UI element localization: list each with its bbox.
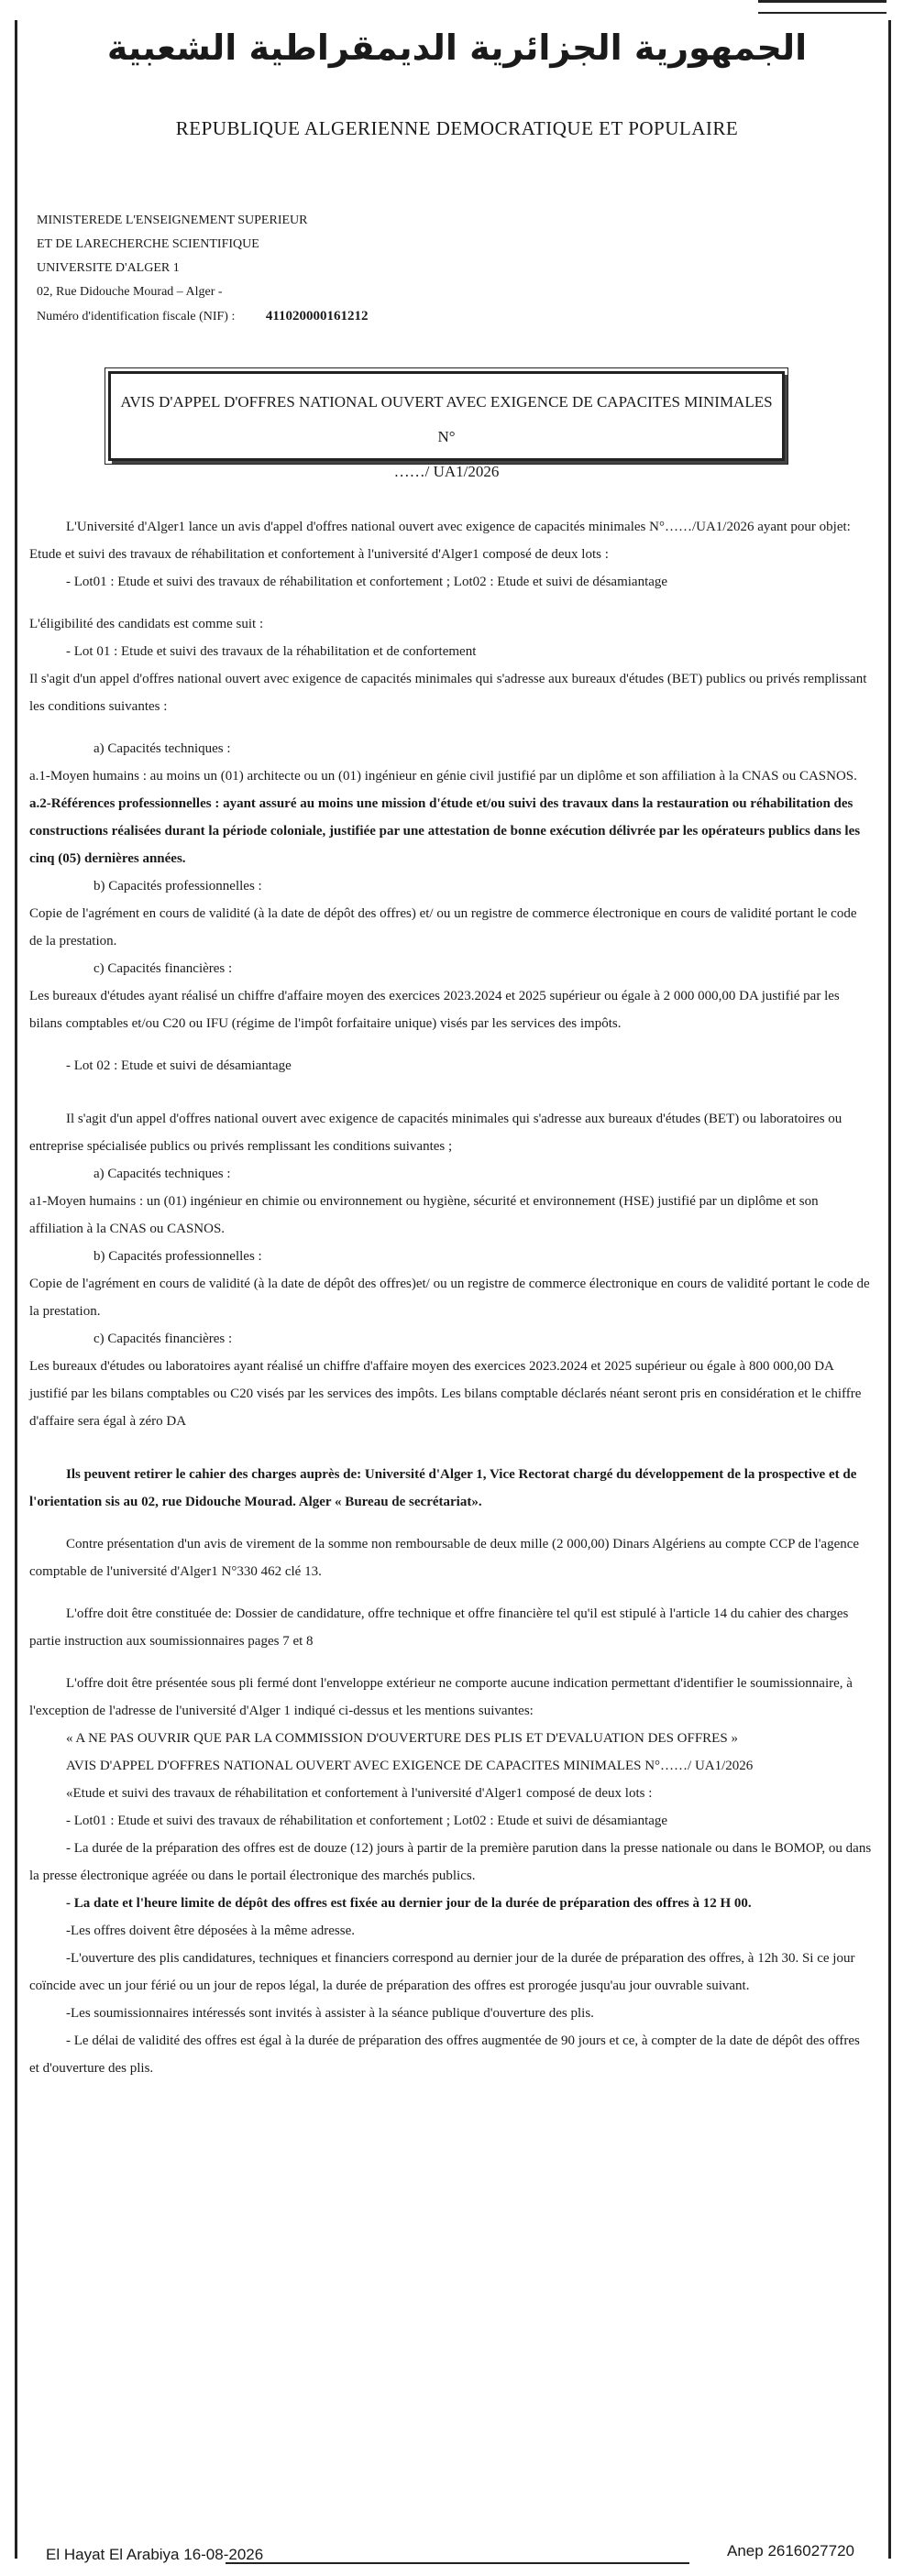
nif-value: 411020000161212: [265, 309, 369, 323]
intro-paragraph: L'Université d'Alger1 lance un avis d'appel d'offres national ouvert avec exigence de capacités minimales N°……/UA1/2026 ayant pour objet: Etude et suivi des travaux de réhabilitation et confortement à l'université d'Alger1 composé de deux lots :: [29, 520, 851, 562]
lot2-fin-heading: c) Capacités financières :: [94, 1332, 233, 1346]
lot1-fin-heading: c) Capacités financières :: [94, 961, 233, 976]
nif-line: [37, 304, 369, 329]
footer: [15, 2538, 891, 2570]
envelope-mention-2: AVIS D'APPEL D'OFFRES NATIONAL OUVERT AVEC EXIGENCE DE CAPACITES MINIMALES N°……/ UA1/2026: [66, 1759, 754, 1773]
lot1-prof-text: Copie de l'agrément en cours de validité (à la date de dépôt des offres) et/ ou un registre de commerce électronique en cours de validité portant le code de la prestation.: [29, 906, 857, 948]
deposit-paragraph: -Les offres doivent être déposées à la même adresse.: [66, 1924, 356, 1938]
invitation-paragraph: -Les soumissionnaires intéressés sont invités à assister à la séance publique d'ouverture des plis.: [66, 2006, 594, 2021]
duration-paragraph: - La durée de la préparation des offres est de douze (12) jours à partir de la première parution dans la presse nationale ou dans le BOMOP, ou dans la presse électronique agréée ou dans le portail électronique des marchés publics.: [29, 1841, 872, 1883]
payment-paragraph: Contre présentation d'un avis de virement de la somme non remboursable de deux mille (2 000,00) Dinars Algériens au compte CCP de l'agence comptable de l'université d'Alger1 N°330 462 clé 13.: [29, 1537, 860, 1579]
lot1-fin-text: Les bureaux d'études ayant réalisé un chiffre d'affaire moyen des exercices 2023.2024 et 2025 supérieur ou égale à 2 000 000,00 DA justifié par les bilans comptables et/ou C20 ou IFU (régime de l'impôt forfaitaire unique) visés par les services des impôts.: [29, 989, 840, 1031]
lot2-intro: Il s'agit d'un appel d'offres national ouvert avec exigence de capacités minimales qui s'adresse aux bureaux d'études (BET) ou laboratoires ou entreprise spécialisée publics ou privés remplissant les conditions suivantes ;: [29, 1112, 842, 1154]
footer-rule: [226, 2562, 689, 2564]
offer-envelope-paragraph: L'offre doit être présentée sous pli fermé dont l'enveloppe extérieur ne comporte aucune indication permettant d'identifier le soumissionnaire, à l'exception de l'adresse de l'université d'Alger 1 indiqué ci-dessus et les mentions suivantes:: [29, 1676, 853, 1718]
top-bar: [0, 0, 914, 18]
envelope-mention-3: «Etude et suivi des travaux de réhabilitation et confortement à l'université d'Alger1 composé de deux lots :: [66, 1786, 653, 1801]
intro-lots: - Lot01 : Etude et suivi des travaux de réhabilitation et confortement ; Lot02 : Etude et suivi de désamiantage: [66, 575, 668, 589]
deadline-text: - La date et l'heure limite de dépôt des offres est fixée au dernier jour de la durée de préparation des offres à 12 H 00.: [66, 1896, 752, 1911]
notice-title-box: [108, 371, 785, 480]
lot1-tech-heading: a) Capacités techniques :: [94, 741, 231, 756]
anep-reference: Anep 2616027720: [727, 2542, 854, 2560]
arabic-title: الجمهورية الجزائرية الديمقراطية الشعبية: [106, 27, 808, 68]
republic-title: REPUBLIQUE ALGERIENNE DEMOCRATIQUE ET POPULAIRE: [175, 117, 739, 139]
eligibility-line: L'éligibilité des candidats est comme suit :: [29, 617, 264, 631]
lot2-fin-text: Les bureaux d'études ou laboratoires ayant réalisé un chiffre d'affaire moyen des exercices 2023.2024 et 2025 supérieur ou égale à 800 000,00 DA justifié par les bilans comptables ou C20 visés par les services des impôts. Les bilans comptable déclarés néant seront pris en considération et le chiffre d'affaire sera égal à zéro DA: [29, 1359, 862, 1429]
lot1-tech-a1: a.1-Moyen humains : au moins un (01) architecte ou un (01) ingénieur en génie civil justifié par un diplôme et son affiliation à la CNAS ou CASNOS.: [29, 769, 857, 784]
validity-paragraph: - Le délai de validité des offres est égal à la durée de préparation des offres augmentée de 90 jours et ce, à compter de la date de dépôt des offres et d'ouverture des plis.: [29, 2033, 860, 2076]
envelope-mention-4: - Lot01 : Etude et suivi des travaux de réhabilitation et confortement ; Lot02 : Etude et suivi de désamiantage: [66, 1814, 668, 1828]
top-rule: [758, 0, 886, 14]
lot2-prof-text: Copie de l'agrément en cours de validité (à la date de dépôt des offres)et/ ou un registre de commerce électronique en cours de validité portant le code de la prestation.: [29, 1277, 870, 1319]
lot1-intro: Il s'agit d'un appel d'offres national ouvert avec exigence de capacités minimales qui s'adresse aux bureaux d'études (BET) publics ou privés remplissant les conditions suivantes :: [29, 672, 867, 714]
offer-contents-paragraph: L'offre doit être constituée de: Dossier de candidature, offre technique et offre financière tel qu'il est stipulé à l'article 14 du cahier des charges partie instruction aux soumissionnaires pages 7 et 8: [29, 1606, 849, 1649]
ministry-address: 02, Rue Didouche Mourad – Alger -: [37, 285, 223, 299]
lot2-tech-heading: a) Capacités techniques :: [94, 1167, 231, 1181]
withdraw-paragraph: [29, 1461, 873, 1516]
envelope-mention-1: « A NE PAS OUVRIR QUE PAR LA COMMISSION D'OUVERTURE DES PLIS ET D'EVALUATION DES OFFRES »: [66, 1731, 738, 1746]
lot1-tech-a2-text: ayant assuré au moins une mission d'étude et/ou suivi des travaux dans la restauration ou réhabilitation des constructions réalisées durant la période coloniale, justifiée par une attestation de bonne exécution délivrée par les opérateurs publics dans les cinq (05) dernières années.: [29, 796, 861, 866]
lot1-heading: - Lot 01 : Etude et suivi des travaux de la réhabilitation et de confortement: [66, 644, 477, 659]
lot2-prof-heading: b) Capacités professionnelles :: [94, 1249, 262, 1264]
notice-title-line2: ……/ UA1/2026: [393, 463, 500, 480]
lot1-prof-heading: b) Capacités professionnelles :: [94, 879, 262, 893]
deadline-paragraph: [29, 1890, 873, 1917]
lot1-tech-a2: [29, 790, 873, 872]
ministry-line2: ET DE LARECHERCHE SCIENTIFIQUE: [37, 237, 259, 251]
lot2-heading: - Lot 02 : Etude et suivi de désamiantage: [66, 1058, 292, 1073]
notice-title-line1: AVIS D'APPEL D'OFFRES NATIONAL OUVERT AVEC EXIGENCE DE CAPACITES MINIMALES N°: [120, 393, 773, 445]
lot2-tech-a1: a1-Moyen humains : un (01) ingénieur en chimie ou environnement ou hygiène, sécurité et environnement (HSE) justifié par un diplôme et son affiliation à la CNAS ou CASNOS.: [29, 1194, 819, 1236]
newspaper-credit: El Hayat El Arabiya 16-08-2026: [46, 2546, 264, 2563]
notice-body: [29, 513, 873, 2082]
withdraw-text: Ils peuvent retirer le cahier des charges auprès de: Université d'Alger 1, Vice Rectorat chargé du développement de la prospective et de l'orientation sis au 02, rue Didouche Mourad. Alger « Bureau de secrétariat».: [29, 1467, 857, 1509]
opening-paragraph: -L'ouverture des plis candidatures, techniques et financiers correspond au dernier jour de la durée de préparation des offres, à 12h 30. Si ce jour coïncide avec un jour férié ou un jour de repos légal, la durée de préparation des offres est prorogée jusqu'au jour ouvrable suivant.: [29, 1951, 855, 1993]
ministry-line3: UNIVERSITE D'ALGER 1: [37, 261, 180, 275]
lot1-tech-a2-label: a.2-Références professionnelles :: [29, 796, 220, 811]
ministry-line1: MINISTEREDE L'ENSEIGNEMENT SUPERIEUR: [37, 214, 308, 227]
nif-label: Numéro d'identification fiscale (NIF) :: [37, 310, 236, 323]
ministry-block: [37, 209, 369, 329]
